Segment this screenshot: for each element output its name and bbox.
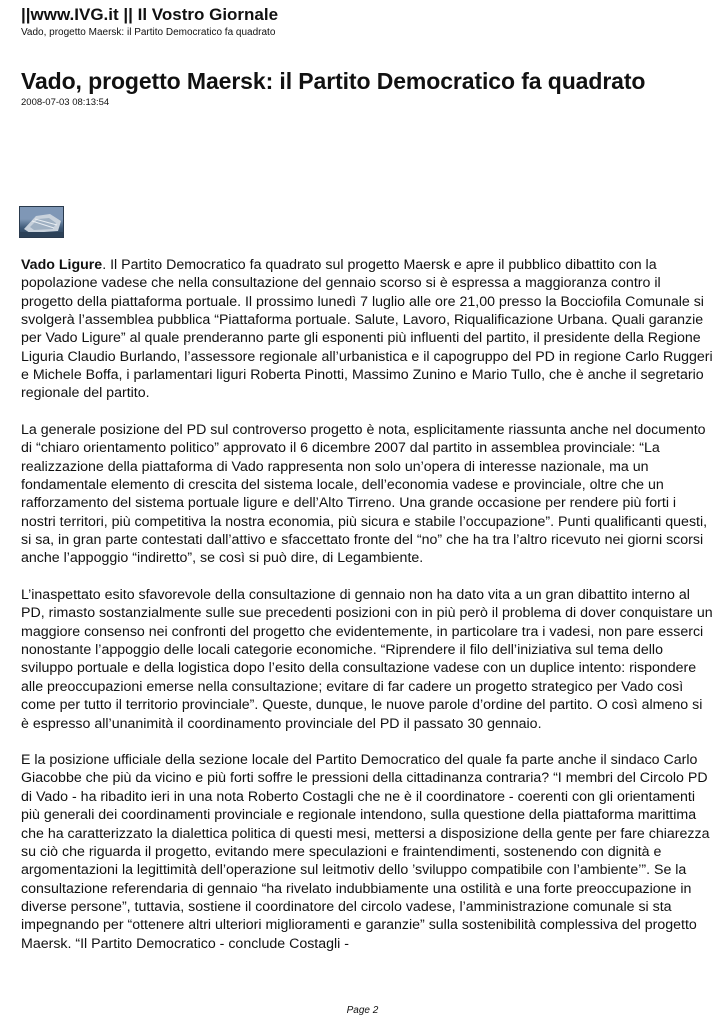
page-number: Page 2 xyxy=(346,1005,379,1016)
article-place: Vado Ligure xyxy=(21,257,103,273)
article-paragraph-3: L’inaspettato esito sfavorevole della consultazione di gennaio non ha dato vita a un gran dibattito interno al PD, rimasto sostanzialmente sulle sue precedenti posizioni con in più però il problema di dover conquistare un maggiore consenso nei confronti del progetto che evidentemente, in particolare tra i vadesi, non pare esserci nonostante l’appoggio delle locali categorie economiche. “Riprendere il filo dell’iniziativa sul tema dello sviluppo portuale e della logistica dopo l’esito della consultazione vadese con un duplice intento: rispondere alle preoccupazioni emerse nella consultazione; evitare di far cadere un progetto strategico per Vado così come per tutto il territorio provinciale”. Queste, dunque, le nuove parole d’ordine del partito. O così almeno si è espresso all’unanimità il coordinamento provinciale del PD il passato 30 gennaio. xyxy=(21,587,713,732)
article-paragraph-1 xyxy=(21,256,713,403)
article-timestamp: 2008-07-03 08:13:54 xyxy=(21,97,110,108)
article-paragraph-2: La generale posizione del PD sul controverso progetto è nota, esplicitamente riassunta anche nel documento di “chiaro orientamento politico” approvato il 6 dicembre 2007 dal partito in assemblea provinciale: “La realizzazione della piattaforma di Vado rappresenta non solo un’opera di interesse nazionale, ma un fondamentale elemento di crescita del sistema locale, dell’economia vadese e provinciale, oltre che un rafforzamento del sistema portuale ligure e dell’Alto Tirreno. Una grande occasione per rendere più forti i nostri territori, più competitiva la nostra economia, più sicura e stabile l’occupazione”. Punti qualificanti questi, si sa, in gran parte contestati dall’attivo e sfaccettato fronte del “no” che ha tra l’altro ricevuto nei giorni scorsi anche l’appoggio “indiretto”, se così si può dire, di Legambiente. xyxy=(21,422,708,567)
site-subtitle: Vado, progetto Maersk: il Partito Democratico fa quadrato xyxy=(21,27,276,38)
article-paragraph-4: E la posizione ufficiale della sezione locale del Partito Democratico del quale fa parte anche il sindaco Carlo Giacobbe che più da vicino e più forti soffre le pressioni della cittadinanza contraria? “I membri del Circolo PD di Vado - ha ribadito ieri in una nota Roberto Costagli che ne è il coordinatore - coerenti con gli orientamenti più generali dei coordinamenti provinciale e regionale intendono, sulla questione della piattaforma marittima che ha caratterizzato la dialettica politica di questi mesi, mettersi a disposizione della gente per fare chiarezza su ciò che riguarda il progetto, evitando mere speculazioni e fraintendimenti, sostenendo con dignità e argomentazioni la legittimità dell’operazione sul leitmotiv dello ’sviluppo compatibile con l’ambiente’”. Se la consultazione referendaria di gennaio “ha rivelato indubbiamente una ostilità e una forte preoccupazione in diverse persone”, tuttavia, sostiene il coordinatore del circolo vadese, l’amministrazione comunale si sta impegnando per “ottenere altri ulteriori miglioramenti e garanzie” sulla sostenibilità complessiva del progetto Maersk. “Il Partito Democratico - conclude Costagli - xyxy=(21,752,710,952)
article-paragraph-1-text: . Il Partito Democratico fa quadrato sul progetto Maersk e apre il pubblico dibattito con la popolazione vadese che nella consultazione del gennaio scorso si è espressa a maggioranza contro il progetto della piattaforma portuale. Il prossimo lunedì 7 luglio alle ore 21,00 presso la Bocciofila Comunale si svolgerà l’assemblea pubblica “Piattaforma portuale. Salute, Lavoro, Riqualificazione Urbana. Quali garanzie per Vado Ligure” al quale prenderanno parte gli esponenti più influenti del partito, il presidente della Regione Liguria Claudio Burlando, l’assessore regionale all’urbanistica e il capogruppo del PD in regione Carlo Ruggeri e Michele Boffa, i parlamentari liguri Roberta Pinotti, Massimo Zunino e Mario Tullo, che è anche il segretario regionale del partito. xyxy=(21,257,713,402)
article-thumbnail-image xyxy=(19,206,64,238)
article-body xyxy=(21,256,713,971)
site-title: ||www.IVG.it || Il Vostro Giornale xyxy=(21,5,279,24)
article-title: Vado, progetto Maersk: il Partito Democratico fa quadrato xyxy=(21,68,646,94)
